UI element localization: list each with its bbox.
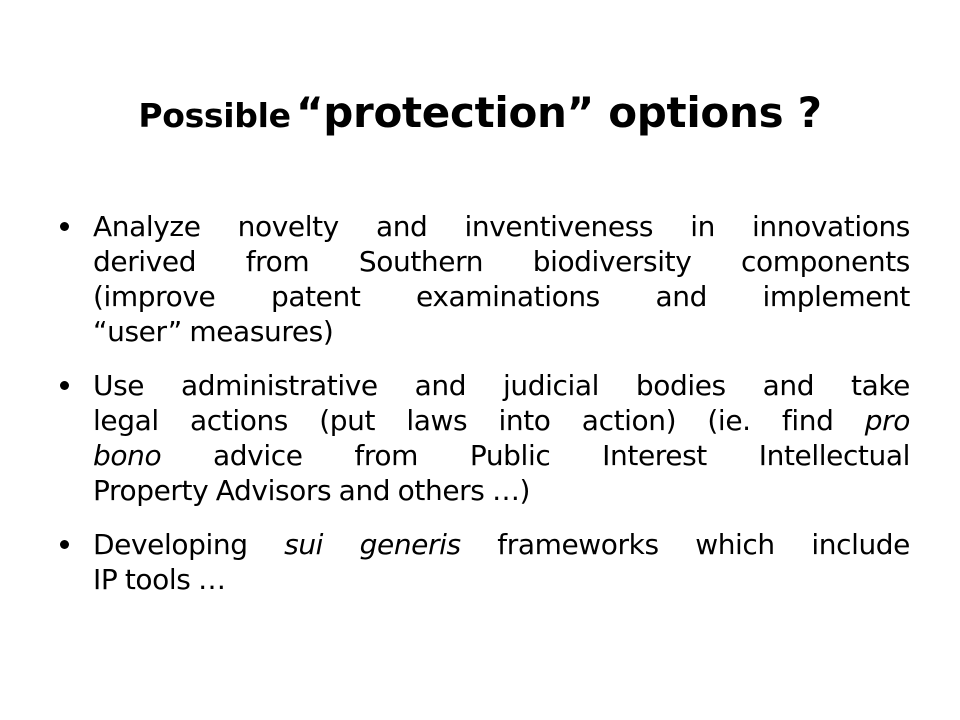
bullet-line: “user” measures) — [93, 315, 334, 348]
bullet-dot-icon — [60, 222, 69, 231]
bullet-item-administrative — [60, 368, 910, 508]
bullet-dot-icon — [60, 381, 69, 390]
bullet-item-analyze — [60, 209, 910, 349]
bullet-line: Use administrative and judicial bodies and take — [93, 369, 910, 402]
bullet-item-sui-generis — [60, 527, 910, 597]
bullet-line: (improve patent examinations and implement — [93, 280, 910, 313]
bullet-dot-icon — [60, 540, 69, 549]
text-segment: Developing — [93, 528, 285, 561]
bullet-line — [93, 527, 910, 562]
bullet-line: derived from Southern biodiversity components — [93, 245, 910, 278]
text-segment: frameworks which include — [460, 528, 910, 561]
italic-term-sui-generis: sui generis — [284, 528, 461, 561]
title-word-possible: Possible — [138, 96, 291, 135]
bullet-line — [93, 438, 910, 473]
italic-term-pro: pro — [864, 404, 910, 437]
text-segment: advice from Public Interest Intellectual — [161, 439, 910, 472]
bullet-line: Analyze novelty and inventiveness in innovations — [93, 210, 910, 243]
bullet-line: Property Advisors and others …) — [93, 474, 531, 507]
slide-title — [60, 88, 900, 137]
title-protection-options: “protection” options ? — [295, 88, 822, 137]
bullet-list — [60, 209, 910, 616]
bullet-line: IP tools … — [93, 563, 226, 596]
text-segment: legal actions (put laws into action) (ie. find — [93, 404, 865, 437]
italic-term-bono: bono — [93, 439, 162, 472]
bullet-line — [93, 403, 910, 438]
